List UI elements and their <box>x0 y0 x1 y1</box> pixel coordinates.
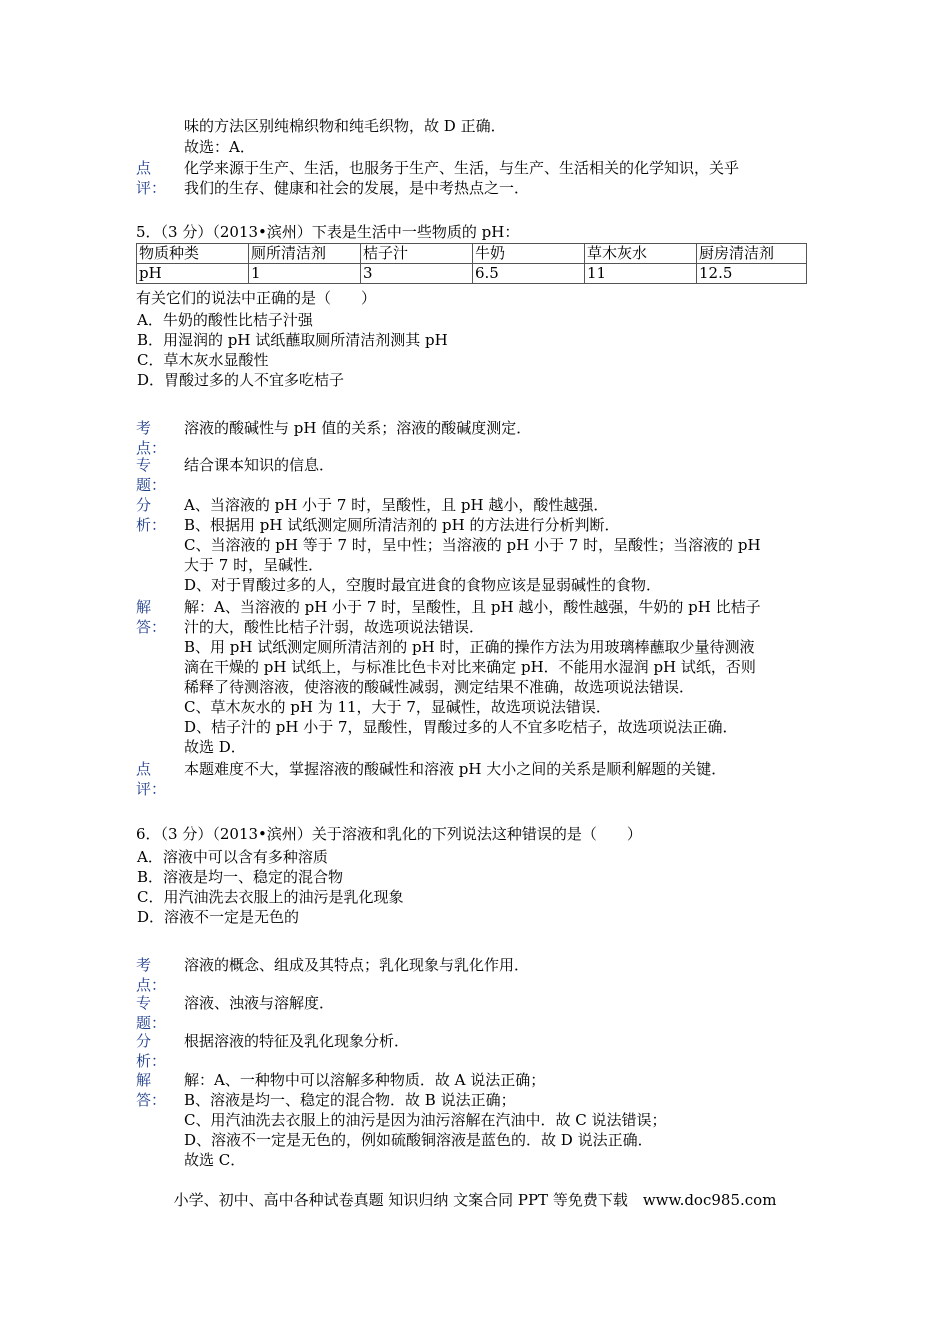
table-cell: 6.5 <box>473 264 585 284</box>
kaodian-text: 溶液的酸碱性与 pH 值的关系；溶液的酸碱度测定． <box>184 419 532 437</box>
table-cell: 厕所清洁剂 <box>249 244 361 264</box>
dianping-text: 本题难度不大，掌握溶液的酸碱性和溶液 pH 大小之间的关系是顺利解题的关键． <box>184 760 727 778</box>
table-cell: 牛奶 <box>473 244 585 264</box>
section-label-dianping: 点 评： <box>136 760 167 798</box>
option-c: C．草木灰水显酸性 <box>137 351 269 369</box>
fenxi-text: 根据溶液的特征及乳化现象分析． <box>184 1032 410 1050</box>
answer-options <box>137 310 448 390</box>
table-row <box>137 264 807 284</box>
zhuanti-text: 结合课本知识的信息． <box>184 456 335 474</box>
table-cell: 桔子汁 <box>361 244 473 264</box>
option-d: D．溶液不一定是无色的 <box>137 908 300 926</box>
section-label-dianping: 点 评： <box>136 159 167 197</box>
option-d: D．胃酸过多的人不宜多吃桔子 <box>137 371 345 389</box>
option-a: A．牛奶的酸性比桔子汁强 <box>137 311 313 329</box>
zhuanti-text: 溶液、浊液与溶解度． <box>184 994 335 1012</box>
table-cell: 1 <box>249 264 361 284</box>
page-footer: 小学、初中、高中各种试卷真题 知识归纳 文案合同 PPT 等免费下载 www.doc985.com <box>173 1191 777 1209</box>
section-label-zhuanti: 专 题： <box>136 994 167 1032</box>
question-title: 6．（3 分）（2013•滨州）关于溶液和乳化的下列说法这种错误的是（ ） <box>136 825 642 843</box>
text-line: 味的方法区别纯棉织物和纯毛织物，故 D 正确． <box>184 117 506 135</box>
section-label-zhuanti: 专 题： <box>136 456 167 494</box>
section-label-jieda: 解 答： <box>136 598 167 636</box>
kaodian-text: 溶液的概念、组成及其特点；乳化现象与乳化作用． <box>184 956 530 974</box>
question-title: 5．（3 分）（2013•滨州）下表是生活中一些物质的 pH： <box>136 223 520 241</box>
section-label-fenxi: 分 析： <box>136 496 167 534</box>
ph-table <box>136 243 807 284</box>
table-cell: 草木灰水 <box>585 244 697 264</box>
section-label-kaodian: 考 点： <box>136 419 167 457</box>
table-cell: 3 <box>361 264 473 284</box>
option-b: B．溶液是均一、稳定的混合物 <box>137 868 344 886</box>
jieda-text: 解：A、一种物中可以溶解多种物质．故 A 说法正确； B、溶液是均一、稳定的混合物．故 B 说法正确； C、用汽油洗去衣服上的油污是因为油污溶解在汽油中．故 C 说法错误； D、溶液不一定是无色的，例如硫酸铜溶液是蓝色的．故 D 说法正确． 故选 C． <box>184 1071 667 1169</box>
question-stem: 有关它们的说法中正确的是（ ） <box>136 289 377 307</box>
option-a: A．溶液中可以含有多种溶质 <box>137 848 328 866</box>
table-cell: 厨房清洁剂 <box>697 244 807 264</box>
table-cell: pH <box>137 264 249 284</box>
section-label-jieda: 解 答： <box>136 1071 167 1109</box>
jieda-text: 解：A、当溶液的 pH 小于 7 时，呈酸性，且 pH 越小，酸性越强，牛奶的 pH 比桔子 汁的大，酸性比桔子汁弱，故选项说法错误． B、用 pH 试纸测定厕所清洁剂的 pH 时，正确的操作方法为用玻璃棒蘸取少量待测液 滴在干燥的 pH 试纸上，与标准比色卡对比来确定 pH．不能用水湿润 pH 试纸，否则 稀释了待测溶液，使溶液的酸碱性减弱，测定结果不准确，故选项说法错误． C、草木灰水的 pH 为 11，大于 7，显碱性，故选项说法错误． D、桔子汁的 pH 小于 7，显酸性，胃酸过多的人不宜多吃桔子，故选项说法正确． 故选 D． <box>184 598 761 756</box>
option-b: B．用湿润的 pH 试纸蘸取厕所清洁剂测其 pH <box>137 331 448 349</box>
answer-options <box>137 847 403 927</box>
section-label-kaodian: 考 点： <box>136 956 167 994</box>
table-cell: 11 <box>585 264 697 284</box>
text-line: 故选：A． <box>184 138 255 156</box>
comment-text: 化学来源于生产、生活，也服务于生产、生活，与生产、生活相关的化学知识，关乎 我们的生存、健康和社会的发展，是中考热点之一． <box>184 159 740 197</box>
option-c: C．用汽油洗去衣服上的油污是乳化现象 <box>137 888 404 906</box>
table-cell: 12.5 <box>697 264 807 284</box>
table-cell: 物质种类 <box>137 244 249 264</box>
fenxi-text: A、当溶液的 pH 小于 7 时，呈酸性，且 pH 越小，酸性越强． B、根据用 pH 试纸测定厕所清洁剂的 pH 的方法进行分析判断． C、当溶液的 pH 等于 7 时，呈中性；当溶液的 pH 小于 7 时，呈酸性；当溶液的 pH 大于 7 时，呈碱性． D、对于胃酸过多的人，空腹时最宜进食的食物应该是显弱碱性的食物． <box>184 496 761 594</box>
section-label-fenxi: 分 析： <box>136 1032 167 1070</box>
table-header-row <box>137 244 807 264</box>
